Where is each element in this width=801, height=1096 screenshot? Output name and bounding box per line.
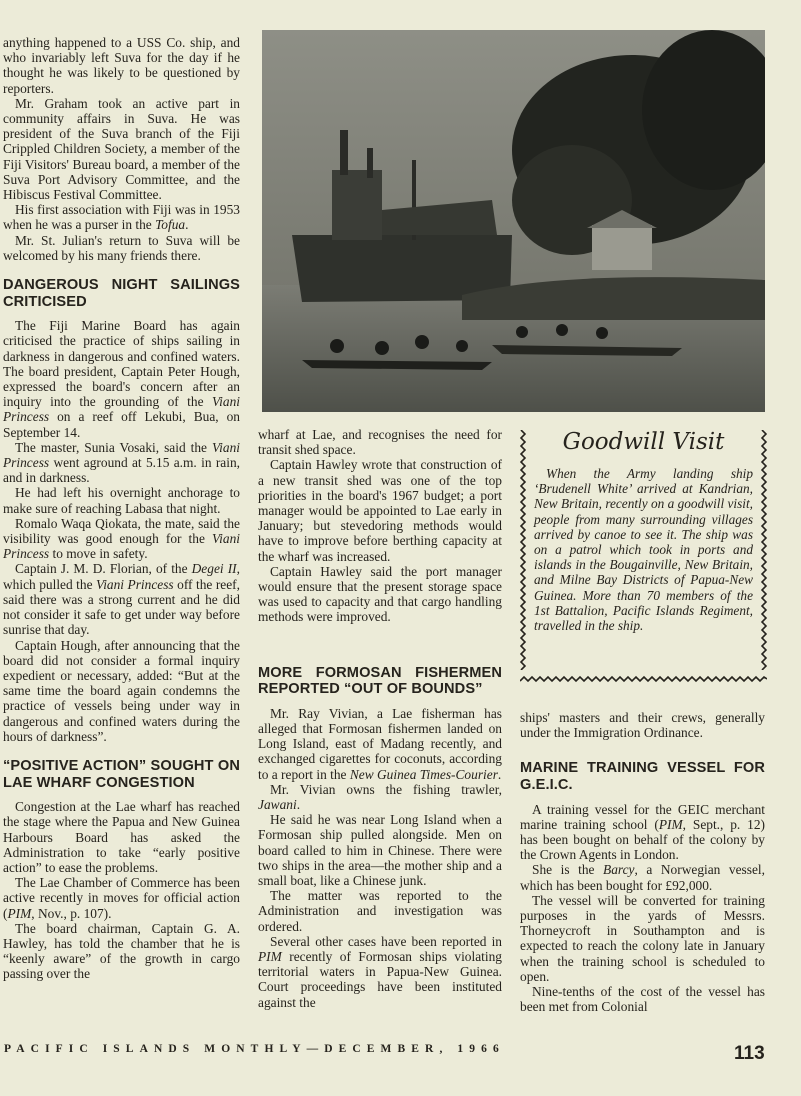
box-caption-text: When the Army landing ship ‘Brudenell White’ arrived at Kandrian, New Britain, recently on a goodwill visit, people from many surrounding villages arrived by canoe to see it. The ship was on a patrol which took in ports and islands in the Bougainville, New Britain, and Milne Bay Districts of Papua-New Guinea. More than 70 members of the 1st Battalion, Pacific Islands Regiment, travelled in the ship. <box>534 466 753 634</box>
zigzag-border-left <box>520 430 526 670</box>
text-run: to move in safety. <box>49 546 148 562</box>
text-run: , a Norwegian vessel, which has been bought for £92,000. <box>520 862 765 893</box>
text-run: on a reef off Lekubi, Bua, on September 14. <box>3 409 240 440</box>
ship-name: Viani Princess <box>96 576 174 592</box>
text-run: His first association with Fiji was in 1953 when he was a purser in the <box>3 202 240 233</box>
ship-name: Viani Princess <box>3 531 240 562</box>
publication-name: New Guinea Times-Courier <box>349 766 498 782</box>
headline-lae-wharf: “POSITIVE ACTION” SOUGHT ON LAE WHARF CONGESTION <box>3 757 240 791</box>
text-run: The Fiji Marine Board has again criticised the practice of ships sailing in darkness in dangerous and confined waters. The board president, Captain Peter Hough, expressed the board's concern after an inquiry into the grounding of the <box>3 318 240 410</box>
ship-name: Jawani <box>258 797 297 813</box>
caption-box-goodwill-visit <box>520 428 767 683</box>
ship-name: Viani Princess <box>3 439 240 471</box>
paragraph <box>3 516 240 562</box>
paragraph: Captain Hough, after announcing that the board did not consider a formal inquiry expedient or necessary, added: “But at the same time the board again condemns the practice of vessels being under way in dangerous and confined waters during the hours of darkness”. <box>3 637 240 744</box>
text-run: The master, Sunia Vosaki, said the <box>15 439 212 455</box>
ship-name: Barcy <box>603 862 635 878</box>
text-run: . <box>185 217 189 233</box>
paragraph: Mr. St. Julian's return to Suva will be welcomed by his many friends there. <box>3 232 240 263</box>
paragraph: anything happened to a USS Co. ship, and who invariably left Suva for the day if he thought he was likely to be questioned by reporters. <box>3 35 240 96</box>
paragraph <box>3 96 240 202</box>
column-right <box>520 710 765 1014</box>
zigzag-border-right <box>761 430 767 670</box>
text-run: recently of Formosan ships violating territorial waters in Papua-New Guinea. Court proceedings have been instituted against the <box>258 949 502 1010</box>
box-title: Goodwill Visit <box>562 429 725 455</box>
ship-name: Degei II <box>191 561 237 577</box>
paragraph: He said he was near Long Island when a Formosan ship pulled alongside. Men on board called to him in Chinese. There were two ships in the area—the mother ship and a small boat, like a Chinese junk. <box>258 812 502 889</box>
text-run: . <box>296 797 301 813</box>
paragraph: The board chairman, Captain G. A. Hawley, has told the chamber that he is “keenly aware” of the growth in cargo passing over the <box>3 920 240 982</box>
paragraph <box>3 875 240 921</box>
news-photo <box>262 30 765 412</box>
paragraph <box>3 440 240 486</box>
text-run: The Lae Chamber of Commerce has been active recently in moves for official action ( <box>3 875 240 921</box>
headline-night-sailings: DANGEROUS NIGHT SAILINGS CRITICISED <box>3 277 240 310</box>
text-run: Several other cases have been reported in <box>270 933 502 949</box>
paragraph: He had left his overnight anchorage to make sure of reaching Labasa that night. <box>3 485 240 516</box>
text-run: , Sept., p. 12) has been bought on behalf of the colony by the Crown Agents in London. <box>520 816 765 863</box>
text-run: Mr. Ray Vivian, a Lae fisherman has alleged that Formosan fishermen landed on Long Island, east of Madang recently, and exchanged cigarettes for coconuts, according to a report in the <box>258 705 502 782</box>
ship-name: Viani Princess <box>3 394 240 425</box>
paragraph: Captain Hawley wrote that construction of a new transit shed was one of the top priorities in the board's 1967 budget; a port manager would be appointed to Lae early in January; but stevedoring methods would have to improve before berthing capacity at the wharf was increased. <box>258 457 502 564</box>
text-run: . <box>497 766 502 782</box>
paragraph: The matter was reported to the Administration and investigation was ordered. <box>258 888 502 934</box>
paragraph <box>258 934 502 1010</box>
text-run: She is the <box>532 862 604 878</box>
publication-name: PIM <box>258 949 282 965</box>
text-run: Romalo Waqa Qiokata, the mate, said the visibility was good enough for the <box>3 515 240 547</box>
column-middle <box>258 427 502 1010</box>
text-run: went aground at 5.15 a.m. in rain, and in darkness. <box>3 455 240 486</box>
text-run: A training vessel for the GEIC merchant marine training school ( <box>520 801 765 832</box>
ship-name: Tofua <box>155 217 186 233</box>
page-number: 113 <box>734 1043 765 1064</box>
publication-name: PIM <box>7 905 32 921</box>
paragraph: Nine-tenths of the cost of the vessel has been met from Colonial <box>520 984 765 1015</box>
text-run: , Nov., p. 107). <box>31 905 112 921</box>
paragraph <box>520 802 765 863</box>
paragraph <box>520 862 765 892</box>
zigzag-border-bottom <box>520 675 767 683</box>
text-run: Mr. Vivian owns the fishing trawler, <box>270 781 502 797</box>
headline-formosan-fishermen: MORE FORMOSAN FISHERMEN REPORTED “OUT OF BOUNDS” <box>258 664 502 698</box>
text-run: , which pulled the <box>3 561 240 592</box>
column-left <box>3 35 240 982</box>
photo-landing-ship-canoes <box>262 30 765 412</box>
paragraph <box>3 561 240 637</box>
paragraph: ships' masters and their crews, generally under the Immigration Ordinance. <box>520 710 765 741</box>
paragraph <box>3 318 240 440</box>
running-footer: PACIFIC ISLANDS MONTHLY—DECEMBER, 1966 <box>4 1043 505 1055</box>
paragraph: Congestion at the Lae wharf has reached the stage where the Papua and New Guinea Harbours Board has asked the Administration to take “early positive action” to ease the problems. <box>3 799 240 875</box>
paragraph: Mr. Graham took an active part in community affairs in Suva. He was president of the Suva branch of the Fiji Crippled Children Society, a member of the Fiji Visitors' Bureau board, a member of the Suva Port Advisory Committee, and the Hibiscus Festival Committee. <box>3 95 240 203</box>
paragraph: The vessel will be converted for training purposes in the yards of Messrs. Thorneycroft in Southampton and is expected to reach the colony late in January when the training school is scheduled to open. <box>520 892 765 984</box>
paragraph: wharf at Lae, and recognises the need for transit shed space. <box>258 427 502 458</box>
text-run: off the reef, said there was a strong current and he did not consider it safe to get under way before sunrise that day. <box>3 576 240 638</box>
text-run: Captain J. M. D. Florian, of the <box>15 561 192 577</box>
paragraph <box>258 782 502 812</box>
paragraph: Captain Hawley said the port manager would ensure that the present storage space was used to capacity and that cargo handling methods were improved. <box>258 563 502 625</box>
headline-marine-training: MARINE TRAINING VESSEL FOR G.E.I.C. <box>520 760 765 793</box>
publication-name: PIM <box>658 816 683 832</box>
paragraph <box>258 706 502 782</box>
paragraph <box>3 202 240 232</box>
